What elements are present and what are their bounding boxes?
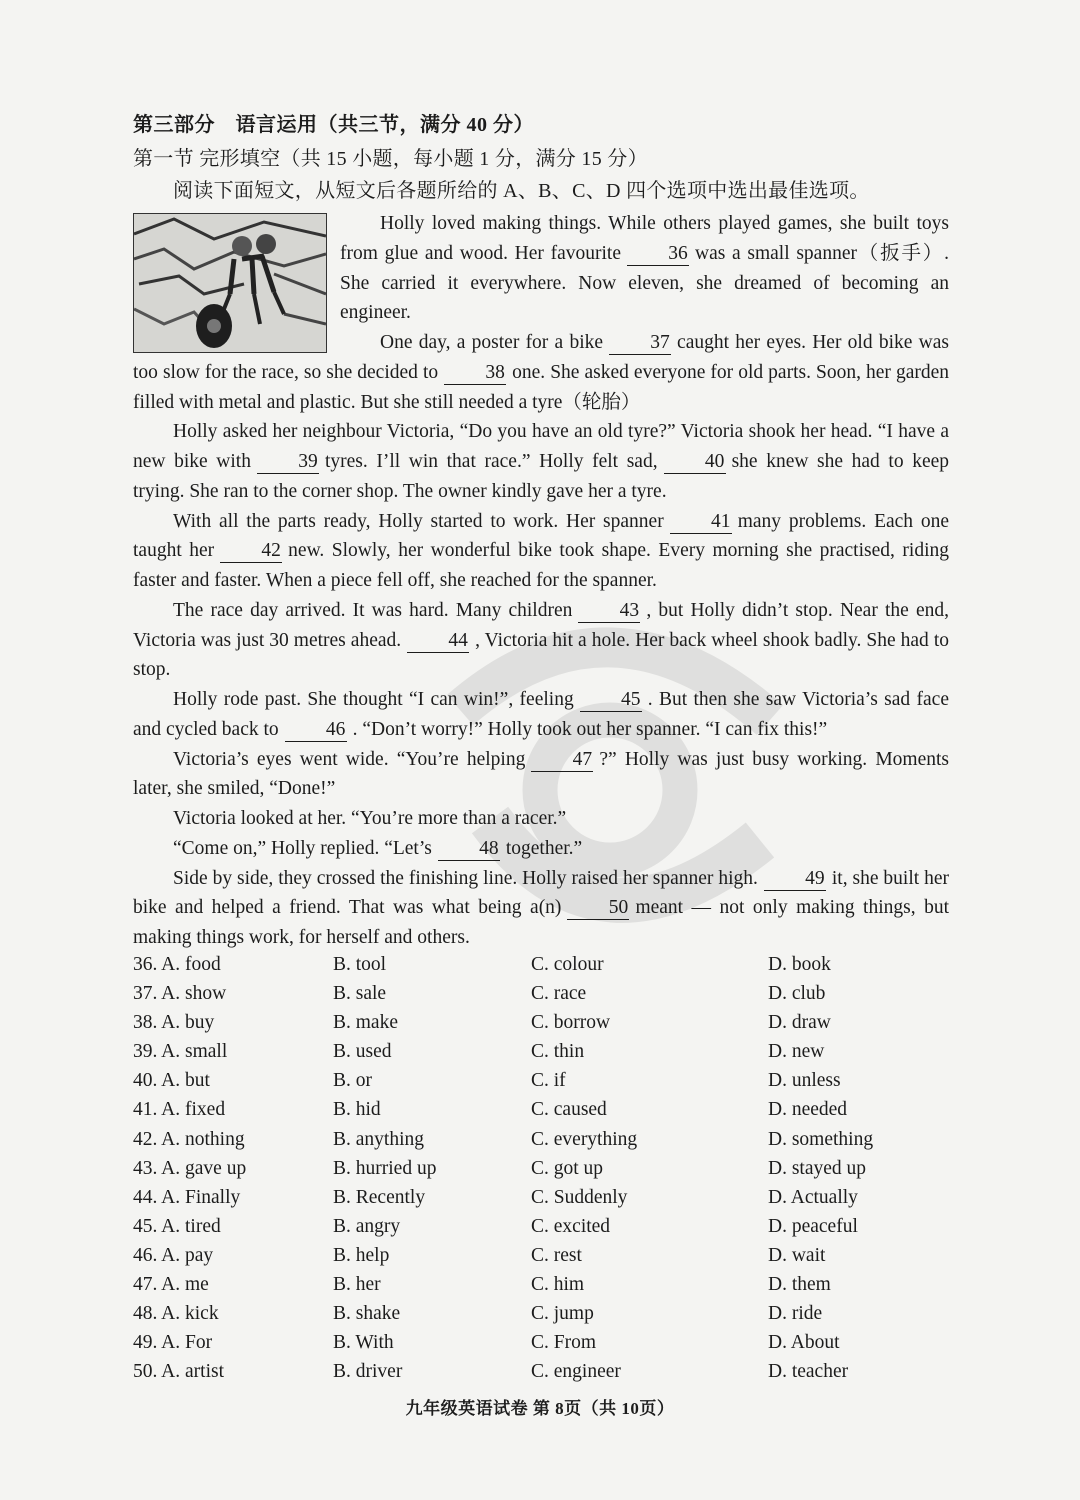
- option-c: C. engineer: [531, 1361, 621, 1383]
- passage-text: The race day arrived. It was hard. Many children: [173, 599, 573, 621]
- blank-40: 40: [664, 451, 726, 474]
- option-a: 37. A. show: [133, 983, 227, 1005]
- option-c: C. race: [531, 983, 587, 1005]
- option-d: D. Actually: [768, 1186, 858, 1208]
- passage-text: Holly loved making things. While others played games, she built toys from glue and wood. Her favourite: [340, 213, 949, 264]
- option-row: [133, 1216, 953, 1245]
- option-c: C. colour: [531, 954, 604, 975]
- option-a: 39. A. small: [133, 1041, 228, 1063]
- option-row: [133, 1274, 953, 1303]
- option-c: C. if: [531, 1070, 566, 1092]
- blank-36: 36: [627, 243, 689, 266]
- option-c: C. Suddenly: [531, 1186, 628, 1208]
- blank-49: 49: [764, 868, 826, 891]
- option-row: [133, 1070, 953, 1099]
- option-d: D. wait: [768, 1244, 826, 1266]
- blank-45: 45: [580, 689, 642, 712]
- option-b: B. sale: [333, 983, 387, 1005]
- option-c: C. him: [531, 1274, 585, 1296]
- passage-text: One day, a poster for a bike: [380, 332, 604, 353]
- passage-text: one. She asked everyone for old parts. Soon, her garden filled with metal and plastic. But she still needed a tyre（轮胎）: [133, 361, 949, 413]
- passage-text: Holly asked her neighbour Victoria, “Do you have an old tyre?” Victoria shook her head. “I have a new bike with: [133, 421, 949, 472]
- option-c: C. caused: [531, 1099, 607, 1121]
- part-title: 第三部分 语言运用（共三节，满分 40 分）: [133, 114, 534, 136]
- option-row: [133, 1332, 953, 1361]
- passage-text: Victoria looked at her. “You’re more than a racer.”: [173, 808, 567, 829]
- option-a: 48. A. kick: [133, 1303, 219, 1325]
- passage-text: ?” Holly was just busy working. Moments later, she smiled, “Done!”: [133, 748, 949, 800]
- option-c: C. jump: [531, 1303, 594, 1325]
- option-b: B. make: [333, 1012, 398, 1034]
- blank-43: 43: [578, 600, 640, 623]
- option-b: B. tool: [333, 954, 387, 975]
- option-d: D. unless: [768, 1070, 841, 1092]
- option-row: [133, 1187, 953, 1216]
- cloze-passage: [133, 209, 949, 953]
- passage-text: With all the parts ready, Holly started to work. Her spanner: [173, 510, 664, 532]
- option-b: B. angry: [333, 1215, 401, 1237]
- option-b: B. her: [333, 1274, 381, 1296]
- option-row: [133, 1158, 953, 1187]
- option-d: D. About: [768, 1332, 840, 1354]
- blank-48: 48: [438, 838, 500, 861]
- option-a: 41. A. fixed: [133, 1099, 226, 1121]
- option-c: C. thin: [531, 1041, 585, 1063]
- option-a: 36. A. food: [133, 954, 221, 975]
- blank-39: 39: [257, 451, 319, 474]
- option-d: D. ride: [768, 1303, 823, 1325]
- passage-text: was a small spanner（扳手）. She carried it everywhere. Now eleven, she dreamed of becoming an engineer.: [340, 242, 949, 324]
- passage-text: , Victoria hit a hole. Her back wheel shook badly. She had to stop.: [133, 629, 949, 681]
- option-b: B. hid: [333, 1099, 381, 1121]
- passage-text: , but Holly didn’t stop. Near the end, Victoria was just 30 metres ahead.: [133, 599, 949, 651]
- option-a: 43. A. gave up: [133, 1157, 247, 1179]
- option-b: B. used: [333, 1041, 392, 1063]
- option-c: C. borrow: [531, 1012, 611, 1034]
- blank-44: 44: [407, 630, 469, 653]
- option-c: C. rest: [531, 1244, 582, 1266]
- option-row: [133, 1303, 953, 1332]
- page-footer: 九年级英语试卷 第 8页（共 10页）: [405, 1399, 675, 1418]
- option-a: 42. A. nothing: [133, 1128, 245, 1150]
- option-a: 40. A. but: [133, 1070, 210, 1092]
- option-b: B. anything: [333, 1128, 424, 1150]
- option-c: C. excited: [531, 1215, 611, 1237]
- passage-text: tyres. I’ll win that race.” Holly felt sad,: [324, 451, 658, 472]
- passage-text: many problems. Each one taught her: [133, 510, 949, 562]
- option-row: [133, 1041, 953, 1070]
- option-row: [133, 1129, 953, 1158]
- option-row: [133, 1012, 953, 1041]
- option-a: 47. A. me: [133, 1274, 209, 1296]
- passage-text: meant — not only making things, but making things work, for herself and others.: [133, 897, 949, 948]
- blank-46: 46: [285, 719, 347, 742]
- option-c: C. everything: [531, 1128, 638, 1150]
- option-a: 50. A. artist: [133, 1361, 224, 1383]
- passage-text: Holly rode past. She thought “I can win!”, feeling: [173, 689, 574, 710]
- options-list: [133, 954, 953, 1390]
- option-d: D. something: [768, 1128, 874, 1150]
- blank-47: 47: [531, 749, 593, 772]
- option-d: D. book: [768, 954, 831, 975]
- passage-text: caught her eyes. Her old bike was too slow for the race, so she decided to: [133, 332, 950, 383]
- option-b: B. With: [333, 1332, 394, 1354]
- blank-38: 38: [444, 362, 506, 385]
- option-d: D. stayed up: [768, 1157, 867, 1179]
- passage-text: it, she built her bike and helped a friend. That was what being a(n): [133, 867, 950, 919]
- option-a: 38. A. buy: [133, 1012, 215, 1034]
- passage-text: . But then she saw Victoria’s sad face and cycled back to: [133, 689, 949, 740]
- option-c: C. got up: [531, 1157, 604, 1179]
- option-row: [133, 1361, 953, 1390]
- blank-42: 42: [220, 540, 282, 563]
- blank-41: 41: [670, 511, 732, 534]
- option-b: B. shake: [333, 1303, 401, 1325]
- passage-text: . “Don’t worry!” Holly took out her spanner. “I can fix this!”: [352, 718, 828, 740]
- option-row: [133, 954, 953, 983]
- option-a: 49. A. For: [133, 1332, 213, 1354]
- option-d: D. peaceful: [768, 1215, 858, 1237]
- option-d: D. draw: [768, 1012, 831, 1034]
- option-d: D. club: [768, 983, 826, 1005]
- option-row: [133, 1099, 953, 1128]
- option-d: D. teacher: [768, 1361, 849, 1383]
- passage-text: “Come on,” Holly replied. “Let’s: [173, 837, 432, 859]
- option-a: 44. A. Finally: [133, 1186, 241, 1208]
- option-a: 45. A. tired: [133, 1215, 221, 1237]
- option-b: B. Recently: [333, 1186, 426, 1208]
- option-b: B. hurried up: [333, 1157, 437, 1179]
- passage-text: together.”: [505, 837, 583, 859]
- blank-37: 37: [609, 332, 671, 355]
- instructions: 阅读下面短文，从短文后各题所给的 A、B、C、D 四个选项中选出最佳选项。: [173, 180, 870, 202]
- passage-text: Victoria’s eyes went wide. “You’re helping: [173, 748, 526, 770]
- option-b: B. or: [333, 1070, 372, 1092]
- option-d: D. needed: [768, 1099, 848, 1121]
- passage-text: new. Slowly, her wonderful bike took shape. Every morning she practised, riding faster and faster. When a piece fell off, she reached for the spanner.: [133, 540, 949, 591]
- option-c: C. From: [531, 1332, 597, 1354]
- passage-text: she knew she had to keep trying. She ran to the corner shop. The owner kindly gave her a tyre.: [133, 451, 950, 502]
- option-row: [133, 1245, 953, 1274]
- passage-text: Side by side, they crossed the finishing line. Holly raised her spanner high.: [173, 867, 758, 889]
- option-row: [133, 983, 953, 1012]
- blank-50: 50: [567, 897, 629, 920]
- option-b: B. help: [333, 1244, 390, 1266]
- option-d: D. new: [768, 1041, 825, 1063]
- section-title: 第一节 完形填空（共 15 小题，每小题 1 分，满分 15 分）: [133, 148, 648, 170]
- option-d: D. them: [768, 1274, 831, 1296]
- option-b: B. driver: [333, 1361, 403, 1383]
- option-a: 46. A. pay: [133, 1244, 214, 1266]
